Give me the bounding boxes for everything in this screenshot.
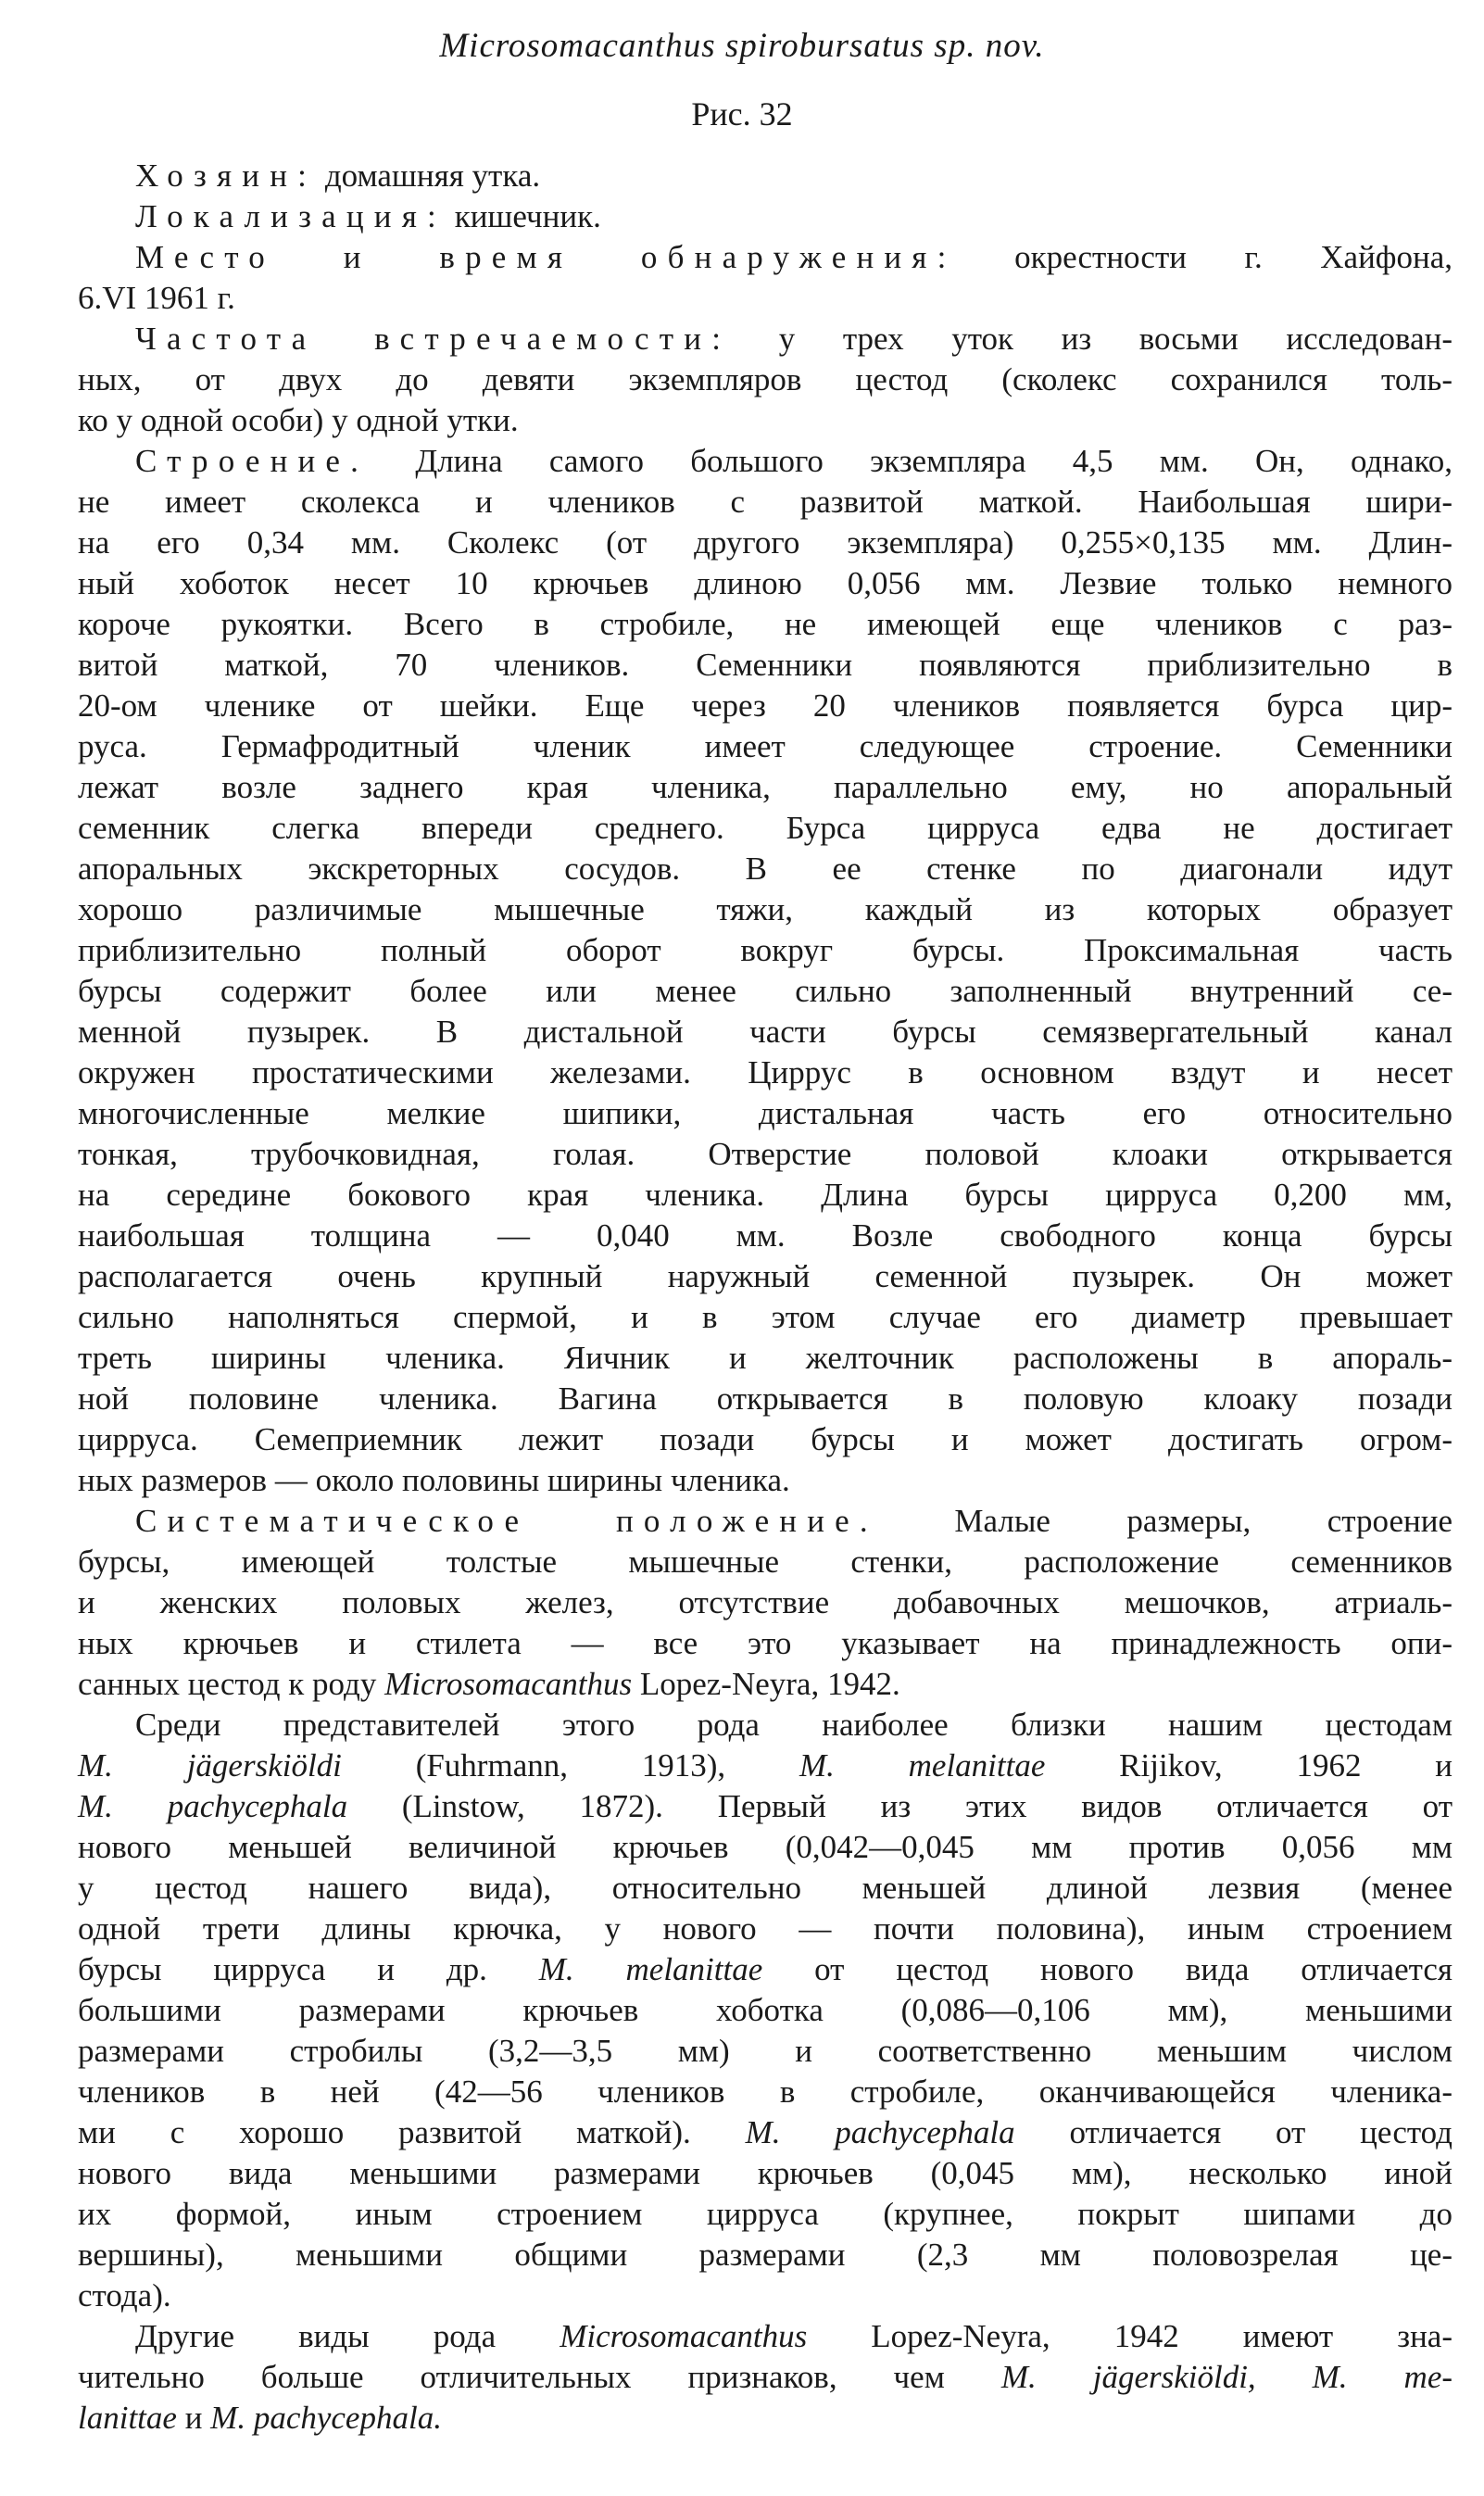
section-heading: Локализация: [135, 198, 446, 234]
text-line [78, 1501, 1453, 1542]
text-line [78, 196, 1453, 237]
text-segment: окружен простатическими железами. Циррус в основном вздут и несет [78, 1054, 1453, 1090]
text-line [78, 2316, 1453, 2357]
text-line [78, 2153, 1453, 2194]
text-line [78, 237, 1453, 278]
text-segment: тонкая, трубочковидная, голая. Отверстие половой клоаки открывается [78, 1136, 1453, 1172]
text-segment: чительно больше отличительных признаков, чем [78, 2359, 1001, 2395]
text-segment: короче рукоятки. Всего в стробиле, не имеющей еще члеников с раз- [78, 606, 1453, 642]
text-line [78, 523, 1453, 563]
text-line [78, 1256, 1453, 1297]
text-segment: витой маткой, 70 члеников. Семенники появляются приблизительно в [78, 647, 1453, 683]
text-line [78, 2112, 1453, 2153]
text-segment: окрестности г. Хайфона, [956, 239, 1453, 275]
paragraph [78, 319, 1453, 441]
text-line [78, 1297, 1453, 1338]
taxon-name: M. pachycephala [78, 1788, 348, 1824]
paragraph [78, 156, 1453, 196]
text-segment: кишечник. [446, 198, 601, 234]
text-line [78, 359, 1453, 400]
taxon-name: M. pachycephala. [210, 2400, 442, 2436]
text-segment: Длина самого большого экземпляра 4,5 мм. Он, однако, [369, 443, 1453, 479]
text-line [78, 1093, 1453, 1134]
text-segment: большими размерами крючьев хоботка (0,086—0,106 мм), меньшими [78, 1992, 1453, 2028]
text-segment: сильно наполняться спермой, и в этом случае его диаметр превышает [78, 1299, 1453, 1335]
section-heading: Строение. [135, 443, 370, 479]
text-line [78, 930, 1453, 971]
text-segment: треть ширины членика. Яичник и желточник расположены в апораль- [78, 1340, 1453, 1376]
text-line [78, 1175, 1453, 1216]
text-line [78, 2072, 1453, 2112]
text-line [78, 1338, 1453, 1379]
text-segment: Другие виды рода [135, 2318, 560, 2354]
text-segment: Lopez-Neyra, 1942. [632, 1666, 900, 1702]
text-line [78, 441, 1453, 482]
text-segment: стода). [78, 2277, 171, 2313]
text-line [78, 278, 1453, 319]
text-line [78, 849, 1453, 889]
text-segment: ных крючьев и стилета — все это указывает на принадлежность опи- [78, 1625, 1453, 1661]
text-line [78, 604, 1453, 645]
text-segment: бурсы содержит более или менее сильно заполненный внутренний се- [78, 973, 1453, 1009]
text-line [78, 971, 1453, 1012]
text-line [78, 1419, 1453, 1460]
text-line [78, 1705, 1453, 1746]
text-segment: менной пузырек. В дистальной части бурсы семязвергательный канал [78, 1014, 1453, 1050]
taxon-name: M. melanittae [799, 1747, 1046, 1784]
text-segment: ми с хорошо развитой маткой). [78, 2114, 746, 2150]
paragraph [78, 1501, 1453, 1705]
text-segment: и [176, 2400, 211, 2436]
text-line [78, 1460, 1453, 1501]
text-segment: одной трети длины крючка, у нового — почти половина), иным строением [78, 1910, 1453, 1947]
text-segment: Rijikov, 1962 и [1045, 1747, 1453, 1784]
taxon-name: lanittae [78, 2400, 177, 2436]
text-line [78, 2357, 1453, 2398]
text-line [78, 2398, 1453, 2439]
text-line [78, 1868, 1453, 1909]
text-line [78, 808, 1453, 849]
text-segment: располагается очень крупный наружный семенной пузырек. Он может [78, 1258, 1453, 1294]
text-line [78, 156, 1453, 196]
paragraph [78, 196, 1453, 237]
text-line [78, 1664, 1453, 1705]
taxon-name: M. jägerskiöldi [78, 1747, 342, 1784]
text-line [78, 645, 1453, 686]
text-segment: наибольшая толщина — 0,040 мм. Возле свободного конца бурсы [78, 1217, 1453, 1254]
species-title: Microsomacanthus spirobursatus sp. nov. [439, 27, 1045, 65]
text-segment: нового вида меньшими размерами крючьев (0,045 мм), несколько иной [78, 2155, 1453, 2191]
text-segment: и женских половых желез, отсутствие добавочных мешочков, атриаль- [78, 1584, 1453, 1620]
text-segment: многочисленные мелкие шипики, дистальная часть его относительно [78, 1095, 1453, 1131]
section-heading: Систематическое положение. [135, 1503, 878, 1539]
taxon-name: M. pachycephala [745, 2114, 1015, 2150]
text-segment: на середине бокового края членика. Длина бурсы цирруса 0,200 мм, [78, 1177, 1453, 1213]
text-segment: ный хоботок несет 10 крючьев длиною 0,056 мм. Лезвие только немного [78, 565, 1453, 601]
section-heading: Место и время обнаружения: [135, 239, 957, 275]
text-line [78, 2235, 1453, 2275]
text-line [78, 1990, 1453, 2031]
section-heading: Частота встречаемости: [135, 321, 732, 357]
text-segment: Малые размеры, строение [877, 1503, 1453, 1539]
text-segment: отличается от цестод [1014, 2114, 1453, 2150]
text-line [78, 563, 1453, 604]
section-heading: Хозяин: [135, 158, 318, 194]
taxon-name: M. jägerskiöldi, M. me- [1000, 2359, 1453, 2395]
text-segment: Среди представителей этого рода наиболее близки нашим цестодам [135, 1707, 1453, 1743]
text-segment: Lopez-Neyra, 1942 имеют зна- [807, 2318, 1453, 2354]
text-line [78, 1827, 1453, 1868]
text-line [78, 1216, 1453, 1256]
text-segment: 6.VI 1961 г. [78, 280, 235, 316]
taxon-name: Microsomacanthus [384, 1666, 633, 1702]
text-line [78, 1623, 1453, 1664]
text-segment: семенник слегка впереди среднего. Бурса цирруса едва не достигает [78, 810, 1453, 846]
text-segment: не имеет сколекса и члеников с развитой маткой. Наибольшая шири- [78, 484, 1453, 520]
text-line [78, 319, 1453, 359]
text-line [78, 1786, 1453, 1827]
text-line [78, 1134, 1453, 1175]
document-body [78, 156, 1453, 2439]
text-segment: у трех уток из восьми исследован- [731, 321, 1453, 357]
text-segment: апоральных экскреторных сосудов. В ее стенке по диагонали идут [78, 851, 1453, 887]
text-segment: размерами стробилы (3,2—3,5 мм) и соответственно меньшим числом [78, 2033, 1453, 2069]
text-line [78, 2194, 1453, 2235]
text-line [78, 889, 1453, 930]
text-segment: ных, от двух до девяти экземпляров цестод (сколекс сохранился толь- [78, 361, 1453, 397]
text-line [78, 1746, 1453, 1786]
text-segment: (Fuhrmann, 1913), [341, 1747, 799, 1784]
paragraph [78, 237, 1453, 319]
text-line [78, 1542, 1453, 1582]
text-line [78, 400, 1453, 441]
text-line [78, 1053, 1453, 1093]
text-segment: на его 0,34 мм. Сколекс (от другого экземпляра) 0,255×0,135 мм. Длин- [78, 524, 1453, 561]
paragraph [78, 441, 1453, 1501]
text-line [78, 1582, 1453, 1623]
text-segment: ных размеров — около половины ширины членика. [78, 1462, 790, 1498]
text-line [78, 2275, 1453, 2316]
text-line [78, 726, 1453, 767]
text-segment: ной половине членика. Вагина открывается в половую клоаку позади [78, 1380, 1453, 1417]
text-segment: хорошо различимые мышечные тяжи, каждый из которых образует [78, 891, 1453, 927]
text-segment: бурсы, имеющей толстые мышечные стенки, расположение семенников [78, 1544, 1453, 1580]
text-line [78, 1909, 1453, 1949]
text-segment: у цестод нашего вида), относительно меньшей длиной лезвия (менее [78, 1870, 1453, 1906]
paragraph [78, 1705, 1453, 2316]
text-segment: руса. Гермафродитный членик имеет следующее строение. Семенники [78, 728, 1453, 764]
text-segment: (Linstow, 1872). Первый из этих видов отличается от [347, 1788, 1453, 1824]
text-segment: вершины), меньшими общими размерами (2,3 мм половозрелая це- [78, 2237, 1453, 2273]
text-segment: приблизительно полный оборот вокруг бурсы. Проксимальная часть [78, 932, 1453, 968]
text-line [78, 1012, 1453, 1053]
figure-reference: Рис. 32 [691, 95, 793, 132]
text-segment: домашняя утка. [317, 158, 541, 194]
text-segment: цирруса. Семеприемник лежит позади бурсы и может достигать огром- [78, 1421, 1453, 1457]
text-segment: 20-ом членике от шейки. Еще через 20 члеников появляется бурса цир- [78, 687, 1453, 724]
text-line [78, 1949, 1453, 1990]
text-segment: бурсы цирруса и др. [78, 1951, 539, 1987]
text-line [78, 1379, 1453, 1419]
text-line [78, 767, 1453, 808]
taxon-name: Microsomacanthus [560, 2318, 808, 2354]
text-segment: от цестод нового вида отличается [762, 1951, 1453, 1987]
text-line [78, 482, 1453, 523]
paragraph [78, 2316, 1453, 2439]
text-segment: ко у одной особи) у одной утки. [78, 402, 519, 438]
text-line [78, 2031, 1453, 2072]
text-segment: лежат возле заднего края членика, параллельно ему, но апоральный [78, 769, 1453, 805]
text-segment: их формой, иным строением цирруса (крупнее, покрыт шипами до [78, 2196, 1453, 2232]
text-segment: члеников в ней (42—56 члеников в стробиле, оканчивающейся членика- [78, 2074, 1453, 2110]
text-line [78, 686, 1453, 726]
taxon-name: M. melanittae [538, 1951, 763, 1987]
text-segment: нового меньшей величиной крючьев (0,042—0,045 мм против 0,056 мм [78, 1829, 1453, 1865]
text-segment: санных цестод к роду [78, 1666, 385, 1702]
